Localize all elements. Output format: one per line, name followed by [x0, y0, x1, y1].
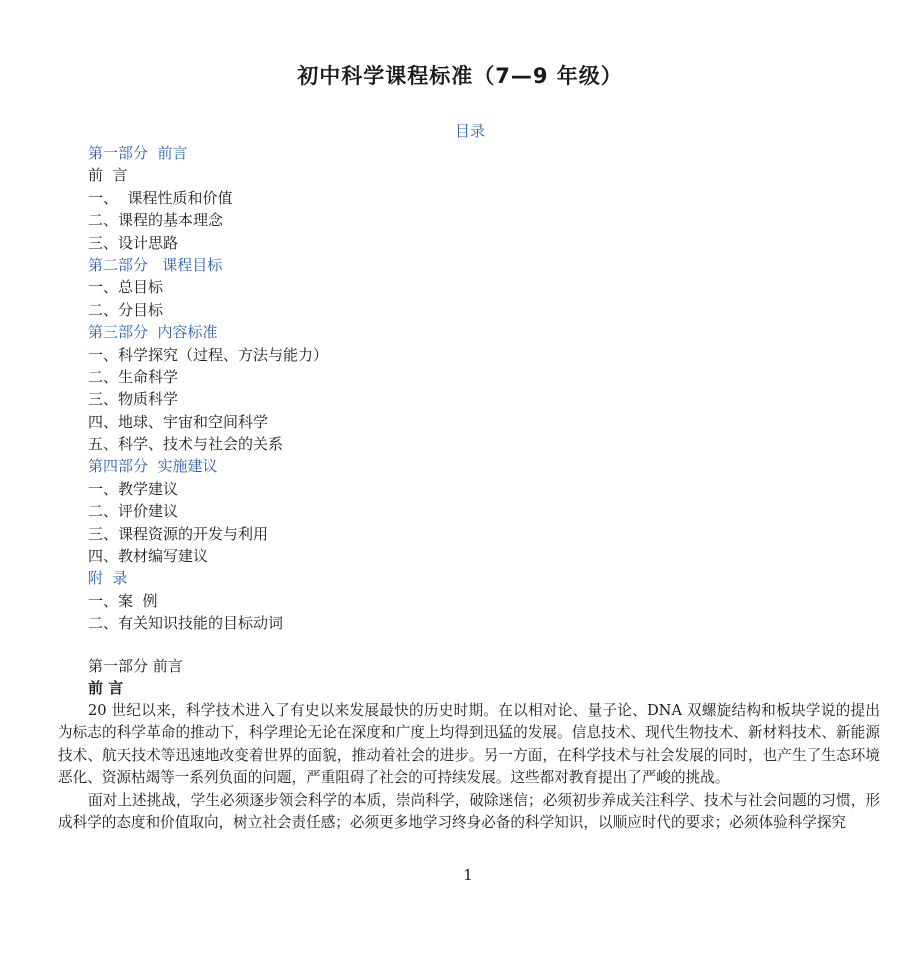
toc-entry: 三、物质科学: [88, 390, 179, 409]
toc-part-link[interactable]: 第三部分 内容标准: [88, 323, 218, 342]
toc-entry: 四、地球、宇宙和空间科学: [88, 412, 269, 431]
page-number: 1: [463, 866, 473, 884]
toc-entry: 三、课程资源的开发与利用: [88, 524, 269, 543]
toc-entry: 一、案 例: [88, 591, 158, 610]
table-of-contents: [88, 142, 788, 635]
preface-heading: 前 言: [88, 679, 124, 697]
toc-entry: 二、评价建议: [88, 502, 179, 521]
toc-entry: 一、教学建议: [88, 479, 179, 498]
toc-entry: 二、课程的基本理念: [88, 211, 224, 230]
toc-entry: 三、设计思路: [88, 233, 179, 252]
toc-entry: 二、生命科学: [88, 367, 179, 386]
toc-part-link[interactable]: 第一部分 前言: [88, 144, 188, 162]
paragraph: 20 世纪以来，科学技术进入了有史以来发展最快的历史时期。在以相对论、量子论、DNA 双螺旋结构和板块学说的提出为标志的科学革命的推动下，科学理论无论在深度和广度上均得到迅猛的发展。信息技术、现代生物技术、新材料技术、新能源技术、航天技术等迅速地改变着世界的面貌，推动着社会的进步。另一方面，在科学技术与社会发展的同时，也产生了生态环境恶化、资源枯竭等一系列负面的问题，严重阻碍了社会的可持续发展。这些都对教育提出了严峻的挑战。: [58, 702, 880, 787]
body-text: [58, 700, 880, 834]
toc-entry: 前 言: [88, 166, 128, 185]
document-title: 初中科学课程标准（7—9 年级）: [297, 64, 623, 88]
toc-entry: 五、科学、技术与社会的关系: [88, 435, 284, 454]
toc-part-link[interactable]: 第二部分 课程目标: [88, 255, 223, 274]
paragraph: 面对上述挑战，学生必须逐步领会科学的本质，崇尚科学，破除迷信；必须初步养成关注科学、技术与社会问题的习惯，形成科学的态度和价值取向，树立社会责任感；必须更多地学习终身必备的科学知识，以顺应时代的要求；必须体验科学探究: [58, 791, 880, 832]
section-heading: 第一部分 前言: [88, 657, 183, 675]
toc-entry: 二、有关知识技能的目标动词: [88, 614, 284, 633]
toc-entry: 四、教材编写建议: [88, 547, 209, 566]
toc-entry: 一、 课程性质和价值: [88, 188, 233, 207]
toc-entry: 一、科学探究（过程、方法与能力）: [88, 345, 329, 364]
toc-part-link[interactable]: 附 录: [88, 569, 128, 588]
toc-entry: 一、总目标: [88, 278, 164, 297]
toc-entry: 二、分目标: [88, 300, 164, 319]
toc-part-link[interactable]: 第四部分 实施建议: [88, 457, 218, 476]
toc-heading[interactable]: 目录: [454, 122, 485, 140]
